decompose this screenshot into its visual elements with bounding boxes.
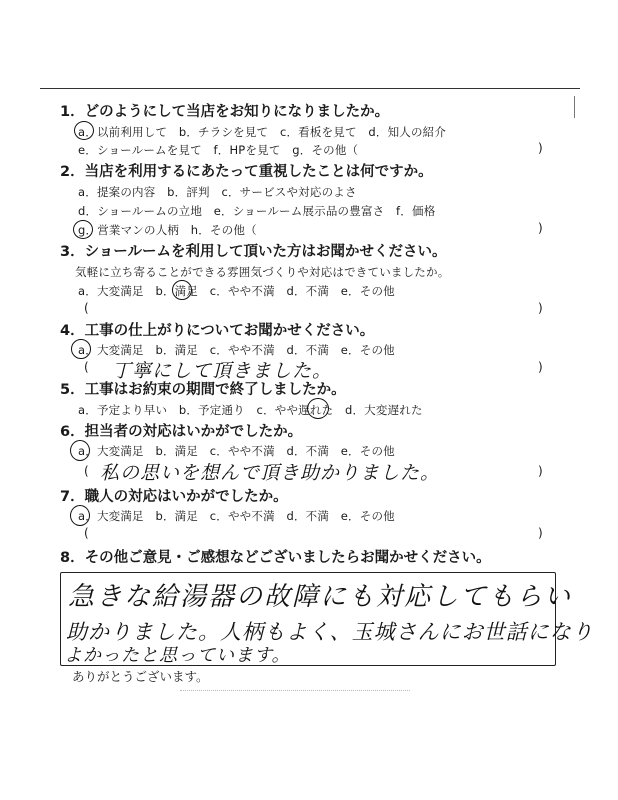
question-4-handwritten-answer: 丁寧にして頂きました。 — [112, 360, 333, 382]
question-6-options: a．大変満足 b．満足 c．やや不満 d．不満 e．その他 — [78, 444, 395, 458]
answer-circle-q4-a — [71, 339, 91, 359]
question-5-title: 5．工事はお約束の期間で終了しましたか。 — [60, 382, 346, 398]
question-1-options-line1: a．以前利用して b．チラシを見て c．看板を見て d．知人の紹介 — [78, 125, 447, 139]
question-4-close-paren: ) — [538, 360, 543, 374]
answer-circle-q5-c — [307, 398, 329, 419]
answer-circle-q6-a — [70, 440, 90, 461]
answer-circle-q1-a — [74, 121, 94, 140]
question-7-open-paren: ( — [84, 526, 89, 540]
question-4-title: 4．工事の仕上がりについてお聞かせください。 — [60, 323, 375, 339]
answer-circle-q3-b — [172, 280, 192, 300]
comment-handwriting-line2: 助かりました。人柄もよく、玉城さんにお世話になり — [66, 620, 594, 644]
question-6-close-paren: ) — [538, 464, 543, 478]
question-3-options: a．大変満足 b．満足 c．やや不満 d．不満 e．その他 — [78, 284, 395, 298]
faded-footer-line — [180, 690, 410, 691]
question-3-subtitle: 気軽に立ち寄ることができる雰囲気づくりや対応はできていましたか。 — [75, 265, 450, 279]
answer-circle-q7-a — [70, 505, 90, 526]
question-2-options-line1: a．提案の内容 b．評判 c．サービスや対応のよさ — [78, 185, 357, 199]
question-3-title: 3．ショールームを利用して頂いた方はお聞かせください。 — [60, 244, 447, 260]
thanks-text: ありがとうございます。 — [72, 669, 209, 684]
comment-handwriting-line1: 急きな給湯器の故障にも対応してもらい — [68, 582, 573, 612]
comment-handwriting-line3: よかったと思っています。 — [64, 645, 291, 666]
margin-mark — [574, 96, 575, 118]
question-1-options-line2: e．ショールームを見て f．HPを見て g．その他（ — [78, 143, 359, 157]
answer-circle-q2-g — [73, 220, 93, 239]
question-1-title: 1．どのようにして当店をお知りになりましたか。 — [60, 104, 390, 120]
question-3-close-paren: ) — [538, 301, 543, 315]
question-2-options-line2: d．ショールームの立地 e．ショールーム展示品の豊富さ f．価格 — [78, 204, 436, 218]
question-2-options-line3: g．営業マンの人柄 h．その他（ — [78, 223, 257, 237]
question-7-title: 7．職人の対応はいかがでしたか。 — [60, 489, 288, 505]
question-7-options: a．大変満足 b．満足 c．やや不満 d．不満 e．その他 — [78, 509, 395, 523]
question-8-title: 8．その他ご意見・ご感想などございましたらお聞かせください。 — [60, 550, 491, 566]
question-6-open-paren: ( — [84, 464, 89, 478]
question-7-close-paren: ) — [538, 526, 543, 540]
top-rule — [40, 88, 580, 89]
question-5-options: a．予定より早い b．予定通り c．やや遅れた d．大変遅れた — [78, 403, 423, 417]
question-1-close-paren: ) — [538, 141, 543, 155]
question-2-close-paren: ) — [538, 221, 543, 235]
question-4-open-paren: ( — [84, 360, 89, 374]
question-3-open-paren: ( — [84, 301, 89, 315]
question-2-title: 2．当店を利用するにあたって重視したことは何ですか。 — [60, 164, 433, 180]
question-6-handwritten-answer: 私の思いを想んで頂き助かりました。 — [100, 462, 441, 484]
question-4-options: a．大変満足 b．満足 c．やや不満 d．不満 e．その他 — [78, 343, 395, 357]
question-6-title: 6．担当者の対応はいかがでしたか。 — [60, 424, 303, 440]
